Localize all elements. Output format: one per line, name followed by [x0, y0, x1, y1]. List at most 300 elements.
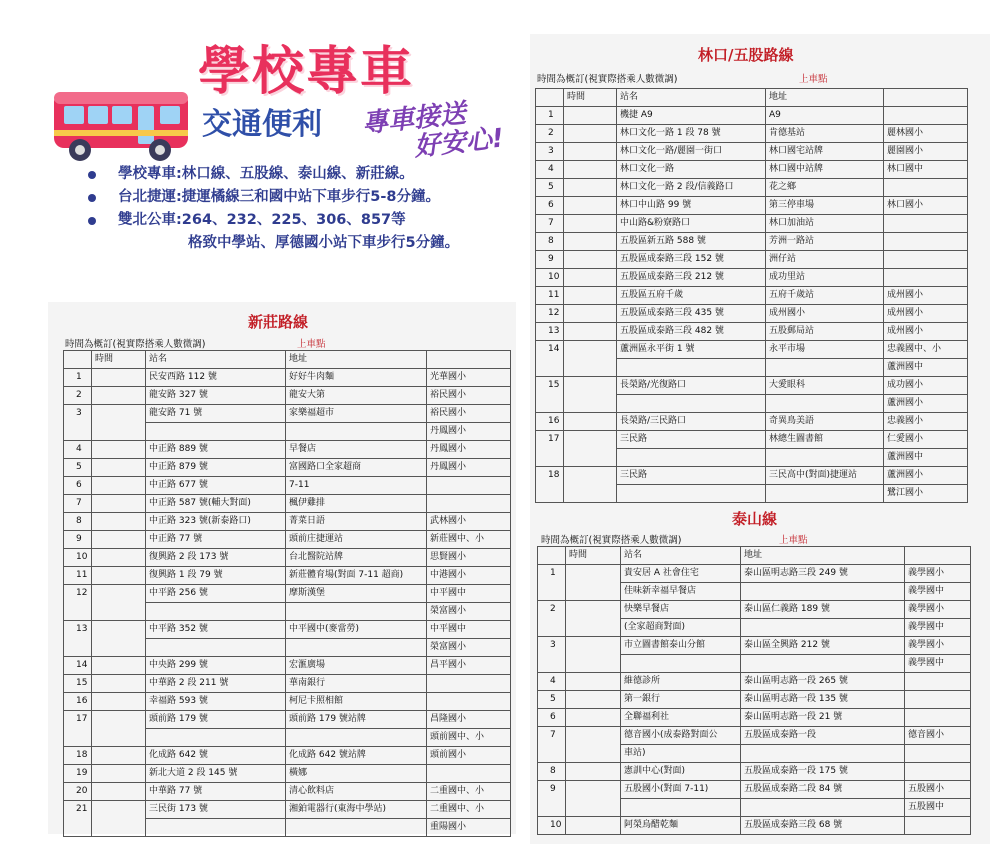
- bullet-text: 台北捷運:捷運橘線三和國中站下車步行5-8分鐘。: [118, 189, 440, 205]
- table-row: [538, 691, 971, 709]
- stop-school-cell: [427, 675, 511, 693]
- stop-address-cell: 第三停車場: [766, 197, 884, 215]
- stop-time-cell: [92, 387, 146, 405]
- stop-address-cell: 富國路口全家超商: [286, 459, 427, 477]
- slogan-line-2: 好安心!: [412, 123, 506, 163]
- stop-school-cell: [905, 763, 971, 781]
- table-row: [64, 621, 511, 639]
- stop-number-cell: 6: [536, 197, 564, 215]
- stop-school-cell: 仁愛國小: [884, 431, 968, 449]
- table-row: [538, 709, 971, 727]
- xinzhuang-meta: [65, 336, 505, 350]
- stop-school-cell: 麗園國小: [884, 143, 968, 161]
- stop-school-cell: 成功國小: [884, 377, 968, 395]
- stop-station-cell: 第一銀行: [621, 691, 741, 709]
- table-row: [64, 549, 511, 567]
- table-row: [536, 107, 968, 125]
- stop-address-cell: [766, 485, 884, 503]
- stop-number-cell: 17: [536, 431, 564, 467]
- table-row: [536, 125, 968, 143]
- stop-number-cell: 2: [64, 387, 92, 405]
- table-row: [536, 467, 968, 485]
- schedule-note: 時間為概訂(視實際搭乘人數微調): [65, 339, 206, 350]
- stop-number-cell: 2: [536, 125, 564, 143]
- stop-time-cell: [92, 549, 146, 567]
- stop-address-cell: 成州國小: [766, 305, 884, 323]
- stop-address-cell: 林總生圖書館: [766, 431, 884, 449]
- stop-address-cell: 泰山區仁義路 189 號: [741, 601, 905, 619]
- stop-station-cell: 幸福路 593 號: [146, 693, 286, 711]
- stop-station-cell: [146, 729, 286, 747]
- stop-address-cell: [286, 819, 427, 837]
- stop-time-cell: [92, 405, 146, 441]
- stop-station-cell: 中正路 77 號: [146, 531, 286, 549]
- header-no-cell: [538, 547, 566, 565]
- stop-number-cell: 5: [538, 691, 566, 709]
- table-row: [64, 387, 511, 405]
- table-row: [538, 637, 971, 655]
- stop-number-cell: 3: [536, 143, 564, 161]
- stop-address-cell: 楓伊雞排: [286, 495, 427, 513]
- stop-address-cell: 化成路 642 號站牌: [286, 747, 427, 765]
- stop-time-cell: [92, 369, 146, 387]
- stop-school-cell: [427, 765, 511, 783]
- bullet-text: 學校專車:林口線、五股線、泰山線、新莊線。: [118, 166, 414, 182]
- stop-school-cell: 蘆洲國小: [884, 467, 968, 485]
- stop-station-cell: 五股區成泰路三段 435 號: [617, 305, 766, 323]
- stop-address-cell: 三民高中(對面)捷運站: [766, 467, 884, 485]
- bullet-item: [88, 163, 459, 186]
- stop-school-cell: 裕民國小: [427, 405, 511, 423]
- stop-school-cell: 義學國小: [905, 637, 971, 655]
- stop-station-cell: 蘆洲區永平街 1 號: [617, 341, 766, 359]
- header-address-cell: 地址: [741, 547, 905, 565]
- stop-number-cell: 9: [536, 251, 564, 269]
- stop-station-cell: 林口文化一路: [617, 161, 766, 179]
- stop-time-cell: [92, 513, 146, 531]
- table-row: [64, 441, 511, 459]
- stop-address-cell: 柯尼卡照相館: [286, 693, 427, 711]
- stop-station-cell: 阿榮烏醋乾麵: [621, 817, 741, 835]
- stop-time-cell: [564, 341, 617, 377]
- stop-time-cell: [92, 675, 146, 693]
- stop-station-cell: [146, 819, 286, 837]
- stop-school-cell: 重陽國小: [427, 819, 511, 837]
- stop-number-cell: 3: [64, 405, 92, 441]
- table-row: [64, 531, 511, 549]
- stop-time-cell: [566, 637, 621, 673]
- stop-number-cell: 5: [536, 179, 564, 197]
- stop-address-cell: 五股區成泰路二段 84 號: [741, 781, 905, 799]
- stop-school-cell: 丹鳳國小: [427, 441, 511, 459]
- stop-time-cell: [92, 693, 146, 711]
- stop-time-cell: [566, 691, 621, 709]
- stop-time-cell: [92, 531, 146, 549]
- stop-school-cell: 思賢國小: [427, 549, 511, 567]
- header-no-cell: [64, 351, 92, 369]
- stop-number-cell: 4: [64, 441, 92, 459]
- stop-address-cell: [741, 655, 905, 673]
- table-row: [536, 413, 968, 431]
- stop-school-cell: 榮富國小: [427, 603, 511, 621]
- stop-school-cell: 光華國小: [427, 369, 511, 387]
- stop-address-cell: 林口國中站牌: [766, 161, 884, 179]
- header-station-cell: 站名: [621, 547, 741, 565]
- bus-icon: [50, 86, 192, 164]
- stop-station-cell: 林口中山路 99 號: [617, 197, 766, 215]
- stop-school-cell: 裕民國小: [427, 387, 511, 405]
- stop-time-cell: [92, 477, 146, 495]
- stop-school-cell: 林口國小: [884, 197, 968, 215]
- stop-school-cell: 林口國中: [884, 161, 968, 179]
- stop-school-cell: 中港國小: [427, 567, 511, 585]
- stop-station-cell: 林口文化一路/麗園一街口: [617, 143, 766, 161]
- table-row: [64, 585, 511, 603]
- header-address-cell: 地址: [286, 351, 427, 369]
- stop-school-cell: 忠義國小: [884, 413, 968, 431]
- stop-time-cell: [566, 727, 621, 763]
- table-row: [538, 817, 971, 835]
- table-row: [536, 179, 968, 197]
- table-row: [64, 495, 511, 513]
- header-no-cell: [536, 89, 564, 107]
- stop-time-cell: [564, 179, 617, 197]
- stop-station-cell: 佳味新幸福早餐店: [621, 583, 741, 601]
- table-row: [538, 781, 971, 799]
- schedule-note: 時間為概訂(視實際搭乘人數微調): [541, 535, 682, 546]
- stop-school-cell: 頭前國中、小: [427, 729, 511, 747]
- stop-school-cell: 義學國小: [905, 565, 971, 583]
- stop-time-cell: [566, 601, 621, 637]
- stop-time-cell: [566, 709, 621, 727]
- stop-time-cell: [92, 765, 146, 783]
- stop-number-cell: 12: [536, 305, 564, 323]
- stop-address-cell: [286, 639, 427, 657]
- stop-station-cell: 頭前路 179 號: [146, 711, 286, 729]
- stop-station-cell: 龍安路 327 號: [146, 387, 286, 405]
- table-row: [538, 673, 971, 691]
- stop-station-cell: 貴安居 A 社會住宅: [621, 565, 741, 583]
- table-row: [536, 143, 968, 161]
- stop-address-cell: 泰山區全興路 212 號: [741, 637, 905, 655]
- stop-station-cell: [621, 799, 741, 817]
- stop-time-cell: [92, 585, 146, 621]
- stop-number-cell: 1: [536, 107, 564, 125]
- stop-number-cell: 1: [538, 565, 566, 601]
- table-row: [536, 161, 968, 179]
- table-row: [64, 747, 511, 765]
- stop-school-cell: 丹鳳國小: [427, 459, 511, 477]
- stop-time-cell: [566, 565, 621, 601]
- stop-school-cell: 蘆洲國中: [884, 359, 968, 377]
- stop-school-cell: [884, 179, 968, 197]
- stop-school-cell: 蘆洲國小: [884, 395, 968, 413]
- table-row: [64, 693, 511, 711]
- stop-number-cell: 9: [64, 531, 92, 549]
- stop-address-cell: 泰山區明志路三段 249 號: [741, 565, 905, 583]
- table-header-row: [538, 547, 971, 565]
- stop-time-cell: [92, 441, 146, 459]
- stop-number-cell: 16: [64, 693, 92, 711]
- stop-station-cell: 長榮路/三民路口: [617, 413, 766, 431]
- stop-station-cell: 五股國小(對面 7-11): [621, 781, 741, 799]
- stop-school-cell: 成州國小: [884, 323, 968, 341]
- stop-station-cell: 復興路 1 段 79 號: [146, 567, 286, 585]
- table-row: [536, 323, 968, 341]
- stop-school-cell: 成州國小: [884, 305, 968, 323]
- table-row: [538, 565, 971, 583]
- stop-school-cell: 新莊國中、小: [427, 531, 511, 549]
- stop-number-cell: 10: [536, 269, 564, 287]
- stop-number-cell: 8: [538, 763, 566, 781]
- stop-address-cell: 湘鉑電器行(東海中學站): [286, 801, 427, 819]
- stop-school-cell: 丹鳳國小: [427, 423, 511, 441]
- stop-address-cell: 泰山區明志路一段 265 號: [741, 673, 905, 691]
- stop-address-cell: 五股郵局站: [766, 323, 884, 341]
- stop-school-cell: 義學國中: [905, 583, 971, 601]
- stop-station-cell: [146, 639, 286, 657]
- xinzhuang-table-body: [64, 351, 511, 837]
- stop-school-cell: 昌隆國小: [427, 711, 511, 729]
- stop-station-cell: 三民路: [617, 431, 766, 449]
- table-row: [64, 675, 511, 693]
- stop-number-cell: 3: [538, 637, 566, 673]
- stop-school-cell: [905, 691, 971, 709]
- table-row: [538, 601, 971, 619]
- stop-school-cell: 麗林國小: [884, 125, 968, 143]
- stop-time-cell: [92, 801, 146, 837]
- table-row: [64, 801, 511, 819]
- table-row: [536, 305, 968, 323]
- stop-school-cell: 武林國小: [427, 513, 511, 531]
- header-time-cell: 時間: [564, 89, 617, 107]
- stop-time-cell: [92, 459, 146, 477]
- header-address-cell: 地址: [766, 89, 884, 107]
- stop-address-cell: 頭前庄捷運站: [286, 531, 427, 549]
- stop-time-cell: [92, 567, 146, 585]
- header-time-cell: 時間: [92, 351, 146, 369]
- stop-station-cell: 機捷 A9: [617, 107, 766, 125]
- stop-station-cell: 中正路 587 號(輔大對面): [146, 495, 286, 513]
- stop-number-cell: 6: [538, 709, 566, 727]
- table-row: [536, 251, 968, 269]
- stop-number-cell: 1: [64, 369, 92, 387]
- stop-station-cell: 三民街 173 號: [146, 801, 286, 819]
- bullet-item: [88, 186, 459, 209]
- stop-station-cell: (全家超商對面): [621, 619, 741, 637]
- stop-school-cell: [884, 107, 968, 125]
- stop-address-cell: 花之鄉: [766, 179, 884, 197]
- stop-address-cell: 五股區成泰路一段 175 號: [741, 763, 905, 781]
- stop-number-cell: 21: [64, 801, 92, 837]
- stop-station-cell: [617, 359, 766, 377]
- stop-address-cell: 橫娜: [286, 765, 427, 783]
- stop-station-cell: [617, 485, 766, 503]
- stop-station-cell: 復興路 2 段 173 號: [146, 549, 286, 567]
- bullet-continuation: 格致中學站、厚德國小站下車步行5分鐘。: [188, 235, 460, 251]
- stop-address-cell: A9: [766, 107, 884, 125]
- stop-time-cell: [566, 781, 621, 817]
- bullet-dot-icon: [88, 217, 96, 225]
- stop-school-cell: 德音國小: [905, 727, 971, 745]
- stop-station-cell: [617, 449, 766, 467]
- stop-address-cell: 泰山區明志路一段 21 號: [741, 709, 905, 727]
- stop-school-cell: [905, 745, 971, 763]
- stop-school-cell: 義學國中: [905, 655, 971, 673]
- stop-station-cell: 林口文化一路 2 段/信義路口: [617, 179, 766, 197]
- stop-number-cell: 20: [64, 783, 92, 801]
- stop-station-cell: 全聯福利社: [621, 709, 741, 727]
- stop-time-cell: [564, 287, 617, 305]
- stop-number-cell: 4: [538, 673, 566, 691]
- stop-number-cell: 17: [64, 711, 92, 747]
- stop-school-cell: 昌平國小: [427, 657, 511, 675]
- stop-time-cell: [564, 161, 617, 179]
- header-school-cell: [427, 351, 511, 369]
- pickup-label: 上車點: [297, 339, 326, 350]
- stop-station-cell: 五股區五府千歲: [617, 287, 766, 305]
- stop-number-cell: 6: [64, 477, 92, 495]
- stop-number-cell: 5: [64, 459, 92, 477]
- table-row: [64, 477, 511, 495]
- stop-number-cell: 11: [64, 567, 92, 585]
- stop-address-cell: 好好牛肉麵: [286, 369, 427, 387]
- stop-number-cell: 10: [64, 549, 92, 567]
- stop-station-cell: 中華路 2 段 211 號: [146, 675, 286, 693]
- stop-time-cell: [564, 431, 617, 467]
- stop-station-cell: 中正路 889 號: [146, 441, 286, 459]
- stop-time-cell: [564, 269, 617, 287]
- stop-station-cell: 憲訓中心(對面): [621, 763, 741, 781]
- table-row: [536, 377, 968, 395]
- stop-school-cell: [905, 673, 971, 691]
- pickup-label: 上車點: [779, 535, 808, 546]
- stop-station-cell: 民安西路 112 號: [146, 369, 286, 387]
- stop-address-cell: 7-11: [286, 477, 427, 495]
- stop-station-cell: [146, 423, 286, 441]
- stop-school-cell: [427, 693, 511, 711]
- linkou-title: 林口/五股路線: [698, 46, 794, 64]
- stop-address-cell: 五府千歲站: [766, 287, 884, 305]
- stop-address-cell: [286, 603, 427, 621]
- stop-station-cell: 市立圖書館泰山分館: [621, 637, 741, 655]
- table-row: [64, 369, 511, 387]
- taishan-meta: [541, 532, 981, 546]
- table-row: [536, 233, 968, 251]
- stop-number-cell: 15: [64, 675, 92, 693]
- table-row: [538, 727, 971, 745]
- stop-school-cell: [905, 817, 971, 835]
- stop-address-cell: 五股區成泰路一段: [741, 727, 905, 745]
- stop-time-cell: [92, 495, 146, 513]
- stop-address-cell: 菁菜日語: [286, 513, 427, 531]
- stop-address-cell: 家樂福超市: [286, 405, 427, 423]
- stop-number-cell: 4: [536, 161, 564, 179]
- stop-school-cell: [884, 215, 968, 233]
- stop-station-cell: 五股區成泰路三段 152 號: [617, 251, 766, 269]
- stop-time-cell: [564, 197, 617, 215]
- table-row: [536, 215, 968, 233]
- stop-number-cell: 14: [64, 657, 92, 675]
- stop-address-cell: 芳洲一路站: [766, 233, 884, 251]
- stop-number-cell: 12: [64, 585, 92, 621]
- stop-time-cell: [92, 711, 146, 747]
- stop-station-cell: 車站): [621, 745, 741, 763]
- bullet-item: [88, 209, 459, 232]
- stop-address-cell: 大愛眼科: [766, 377, 884, 395]
- stop-school-cell: [427, 477, 511, 495]
- header-school-cell: [905, 547, 971, 565]
- stop-time-cell: [564, 143, 617, 161]
- stop-time-cell: [92, 747, 146, 765]
- stop-number-cell: 13: [536, 323, 564, 341]
- stop-school-cell: 二重國中、小: [427, 783, 511, 801]
- stop-station-cell: 中平路 256 號: [146, 585, 286, 603]
- stop-time-cell: [564, 305, 617, 323]
- stop-time-cell: [564, 251, 617, 269]
- stop-address-cell: 成功里站: [766, 269, 884, 287]
- bullet-text: 雙北公車:264、232、225、306、857等: [118, 212, 406, 228]
- schedule-note: 時間為概訂(視實際搭乘人數微調): [537, 74, 678, 85]
- stop-address-cell: 洲仔站: [766, 251, 884, 269]
- table-row: [536, 341, 968, 359]
- stop-number-cell: 13: [64, 621, 92, 657]
- table-row: [64, 657, 511, 675]
- bullet-dot-icon: [88, 171, 96, 179]
- stop-station-cell: 中正路 879 號: [146, 459, 286, 477]
- stop-station-cell: [621, 655, 741, 673]
- stop-school-cell: 成州國小: [884, 287, 968, 305]
- table-row: [536, 269, 968, 287]
- stop-address-cell: 清心飲料店: [286, 783, 427, 801]
- stop-number-cell: 2: [538, 601, 566, 637]
- stop-number-cell: 10: [538, 817, 566, 835]
- stop-address-cell: [286, 423, 427, 441]
- stop-number-cell: 14: [536, 341, 564, 377]
- stop-number-cell: 15: [536, 377, 564, 413]
- stop-address-cell: [741, 583, 905, 601]
- stop-address-cell: 奇異鳥美語: [766, 413, 884, 431]
- stop-time-cell: [564, 107, 617, 125]
- stop-address-cell: 新莊體育場(對面 7-11 超商): [286, 567, 427, 585]
- stop-number-cell: 16: [536, 413, 564, 431]
- stop-number-cell: 7: [538, 727, 566, 763]
- info-bullet-list: [88, 163, 459, 255]
- stop-station-cell: 化成路 642 號: [146, 747, 286, 765]
- table-row: [64, 459, 511, 477]
- slogan-line-1: 專車接送: [360, 98, 468, 140]
- stop-time-cell: [564, 413, 617, 431]
- stop-school-cell: 中平國中: [427, 621, 511, 639]
- stop-address-cell: [286, 729, 427, 747]
- stop-time-cell: [566, 817, 621, 835]
- page-title: 學校專車: [198, 42, 415, 102]
- stop-station-cell: 中平路 352 號: [146, 621, 286, 639]
- stop-school-cell: 五股國中: [905, 799, 971, 817]
- stop-time-cell: [92, 657, 146, 675]
- stop-address-cell: 永平市場: [766, 341, 884, 359]
- stop-station-cell: 中正路 677 號: [146, 477, 286, 495]
- stop-school-cell: 鷺江國小: [884, 485, 968, 503]
- stop-school-cell: [884, 251, 968, 269]
- stop-station-cell: 維德診所: [621, 673, 741, 691]
- table-row: [536, 287, 968, 305]
- header-school-cell: [884, 89, 968, 107]
- stop-station-cell: [617, 395, 766, 413]
- stop-station-cell: 新北大道 2 段 145 號: [146, 765, 286, 783]
- stop-station-cell: 五股區成泰路三段 482 號: [617, 323, 766, 341]
- stop-address-cell: [741, 745, 905, 763]
